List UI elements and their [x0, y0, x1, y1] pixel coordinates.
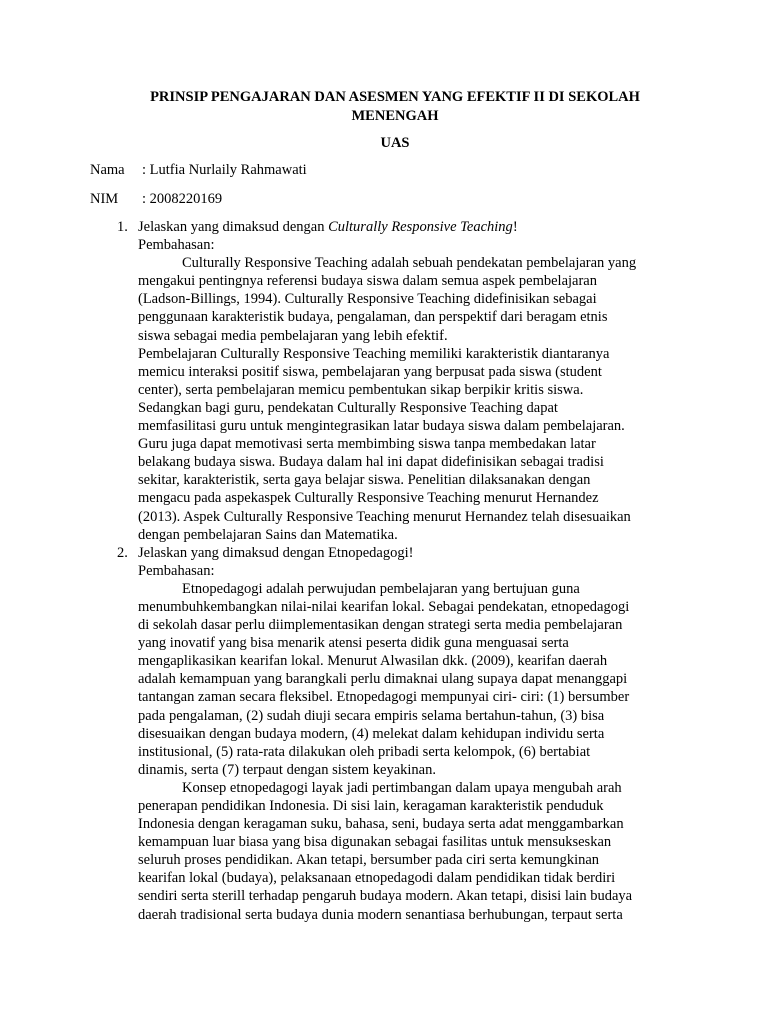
name-label: Nama	[90, 162, 125, 178]
answer-line: daerah tradisional serta budaya dunia modern senantiasa berhubungan, terpaut serta	[138, 906, 623, 923]
answer-line: Indonesia dengan keragaman suku, bahasa, seni, budaya serta adat menggambarkan	[138, 816, 624, 833]
answer-line: Sedangkan bagi guru, pendekatan Culturally Responsive Teaching dapat	[138, 399, 558, 416]
question-item-2	[90, 544, 680, 924]
student-name-row	[90, 161, 307, 180]
title-line-1: PRINSIP PENGAJARAN DAN ASESMEN YANG EFEKTIF II DI SEKOLAH	[150, 89, 640, 105]
answer-line: pada pengalaman, (2) sudah diuji secara empiris selama bertahun-tahun, (3) bisa	[138, 707, 605, 724]
answer-label: Pembahasan:	[138, 562, 215, 579]
answer-line: Culturally Responsive Teaching adalah sebuah pendekatan pembelajaran yang	[182, 255, 637, 272]
answer-body	[138, 254, 680, 544]
answer-line: (2013). Aspek Culturally Responsive Teaching menurut Hernandez telah disesuaikan	[138, 508, 631, 525]
answer-line: disesuaikan dengan budaya modern, (4) melekat dalam kehidupan individu serta	[138, 725, 605, 742]
answer-label: Pembahasan:	[138, 237, 215, 254]
question-text	[138, 544, 680, 562]
name-value: : Lutfia Nurlaily Rahmawati	[142, 162, 307, 178]
answer-line: dengan pembelajaran Sains dan Matematika.	[138, 526, 398, 543]
answer-line: penggunaan karakteristik budaya, pengalaman, dan perspektif dari beragam etnis	[138, 309, 608, 326]
answer-line: Etnopedagogi adalah perwujudan pembelajaran yang bertujuan guna	[182, 580, 580, 597]
answer-line: penerapan pendidikan Indonesia. Di sisi lain, keragaman karakteristik penduduk	[138, 798, 604, 814]
answer-line: center), serta pembelajaran memicu pembentukan sikap berpikir kritis siswa.	[138, 381, 584, 398]
answer-line: belakang budaya siswa. Budaya dalam hal ini dapat didefinisikan sebagai tradisi	[138, 454, 604, 471]
answer-line: sendiri serta sterill terhadap pengaruh budaya modern. Akan tetapi, disisi lain budaya	[138, 888, 633, 905]
answer-line: mengacu pada aspekaspek Culturally Responsive Teaching menurut Hernandez	[138, 490, 599, 507]
answer-line: di sekolah dasar perlu diimplementasikan dengan strategi serta media pembelajaran	[138, 617, 623, 634]
question-suffix: !	[512, 219, 518, 235]
answer-line: sekitar, karakteristik, serta gaya belajar siswa. Penelitian dilaksanakan dengan	[138, 472, 591, 489]
answer-line: (Ladson-Billings, 1994). Culturally Responsive Teaching didefinisikan sebagai	[138, 291, 597, 308]
document-subtitle: UAS	[380, 135, 410, 151]
question-number: 2.	[117, 544, 128, 561]
question-list	[90, 218, 680, 924]
question-prefix: Jelaskan yang dimaksud dengan Etnopedagogi!	[138, 544, 414, 561]
document-title	[100, 88, 690, 126]
question-text	[138, 218, 680, 236]
title-line-2: MENENGAH	[351, 108, 439, 124]
answer-line: kemampuan luar biasa yang bisa digunakan sebagai fasilitas untuk mensukseskan	[138, 834, 612, 851]
answer-line: memfasilitasi guru untuk mengintegrasikan latar budaya siswa dalam pembelajaran.	[138, 418, 625, 435]
answer-line: Konsep etnopedagogi layak jadi pertimbangan dalam upaya mengubah arah	[182, 779, 622, 796]
answer-body	[138, 580, 680, 924]
answer-line: tantangan zaman secara fleksibel. Etnopedagogi mempunyai ciri- ciri: (1) bersumber	[138, 689, 630, 706]
answer-line: seluruh proses pendidikan. Akan tetapi, bersumber pada ciri serta kemungkinan	[138, 852, 600, 869]
student-nim-row	[90, 190, 222, 209]
answer-line: adalah kemampuan yang barangkali perlu dimaknai ulang supaya dapat menanggapi	[138, 671, 628, 688]
question-number: 1.	[117, 219, 128, 235]
nim-value: : 2008220169	[142, 191, 223, 207]
question-item-1	[90, 218, 680, 544]
nim-label: NIM	[90, 191, 119, 207]
answer-line: siswa sebagai media pembelajaran yang lebih efektif.	[138, 327, 448, 344]
answer-line: Guru juga dapat memotivasi serta membimbing siswa tanpa membedakan latar	[138, 436, 596, 453]
answer-line: dinamis, serta (7) terpaut dengan sistem keyakinan.	[138, 761, 436, 778]
answer-line: mengaplikasikan kearifan lokal. Menurut Alwasilan dkk. (2009), kearifan daerah	[138, 653, 608, 670]
answer-line: menumbuhkembangkan nilai-nilai kearifan lokal. Sebagai pendekatan, etnopedagogi	[138, 598, 630, 615]
question-emphasis: Culturally Responsive Teaching	[328, 219, 513, 235]
answer-line: mengakui pentingnya referensi budaya siswa dalam semua aspek pembelajaran	[138, 273, 597, 290]
answer-line: memicu interaksi positif siswa, pembelajaran yang berpusat pada siswa (student	[138, 363, 602, 380]
answer-line: Pembelajaran Culturally Responsive Teaching memiliki karakteristik diantaranya	[138, 345, 610, 362]
answer-line: kearifan lokal (budaya), pelaksanaan etnopedagodi dalam pendidikan tidak berdiri	[138, 870, 616, 887]
answer-line: institusional, (5) rata-rata dilakukan oleh pribadi serta kelompok, (6) bertabiat	[138, 743, 591, 760]
answer-line: yang inovatif yang bisa menarik atensi peserta didik guna menguasai serta	[138, 635, 569, 652]
question-prefix: Jelaskan yang dimaksud dengan	[138, 219, 329, 235]
